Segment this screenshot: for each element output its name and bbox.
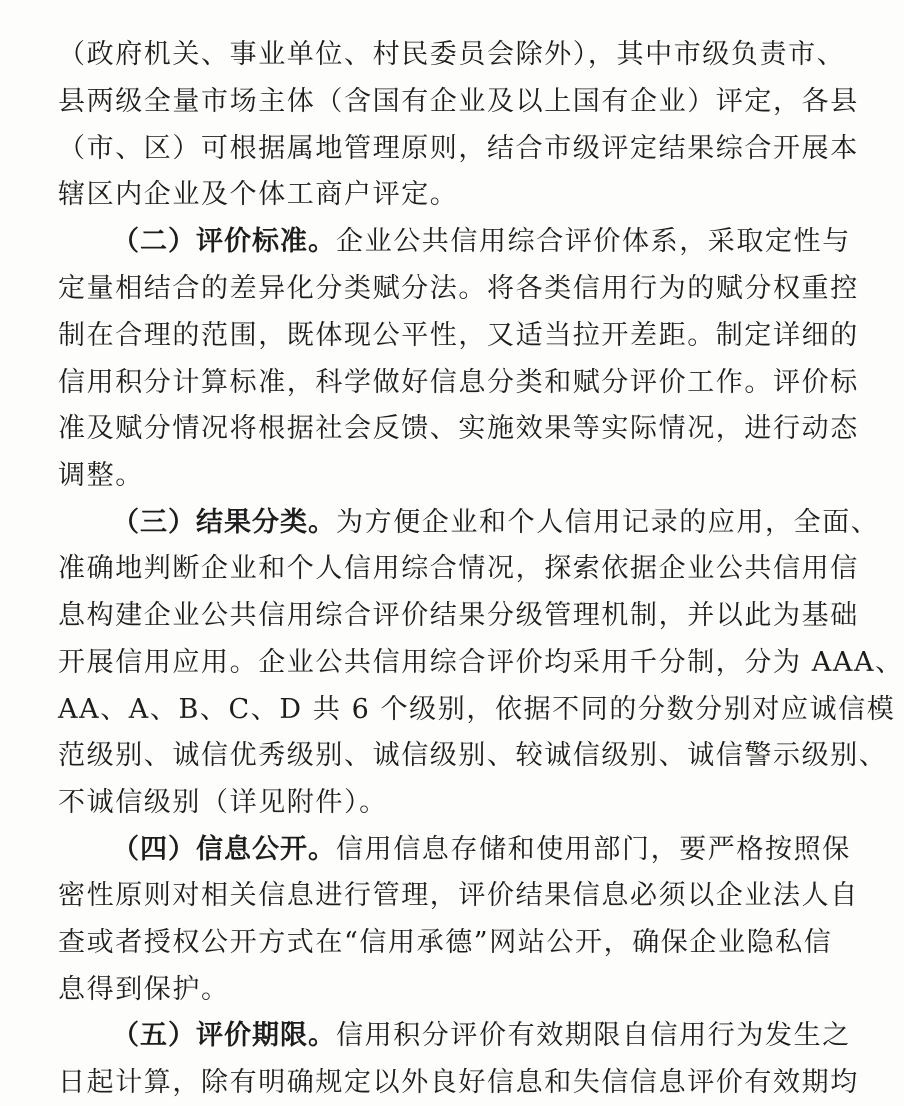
paragraph-line: [58, 780, 752, 826]
paragraph-line: [58, 546, 859, 592]
line-text: 为方便企业和个人信用记录的应用，全面、: [336, 507, 880, 538]
line-text: 日起计算，除有明确规定以外良好信息和失信信息评价有效期均: [58, 1067, 859, 1098]
line-text: AA、A、B、C、D 共 6 个级别，依据不同的分数分别对应诚信模: [58, 694, 896, 725]
line-text: 信用积分计算标准，科学做好信息分类和赋分评价工作。评价标: [58, 367, 859, 398]
paragraph-line: [58, 453, 752, 499]
line-text: 开展信用应用。企业公共信用综合评价均采用千分制，分为 AAA、: [58, 647, 904, 678]
paragraph-line: [58, 967, 752, 1013]
line-text: 息构建企业公共信用综合评价结果分级管理机制，并以此为基础: [58, 600, 859, 631]
section-heading: （四）信息公开。: [112, 834, 336, 865]
line-text: 调整。: [58, 460, 144, 491]
line-text: 准及赋分情况将根据社会反馈、实施效果等实际情况，进行动态: [58, 413, 859, 444]
paragraph-line: [58, 640, 904, 686]
section-heading-line: [112, 1013, 851, 1059]
line-text: 制在合理的范围，既体现公平性，又适当拉开差距。制定详细的: [58, 320, 859, 351]
line-text: 密性原则对相关信息进行管理，评价结果信息必须以企业法人自: [58, 880, 859, 911]
line-text: 范级别、诚信优秀级别、诚信级别、较诚信级别、诚信警示级别、: [58, 740, 888, 771]
paragraph-line: [58, 266, 859, 312]
paragraph-line: [58, 873, 859, 919]
line-text: 县两级全量市场主体（含国有企业及以上国有企业）评定，各县: [58, 86, 859, 117]
paragraph-line: [58, 79, 859, 125]
section-heading-line: [112, 219, 851, 265]
paragraph-line: [58, 32, 846, 78]
paragraph-line: [58, 733, 888, 779]
section-heading: （三）结果分类。: [112, 507, 336, 538]
section-heading-line: [112, 827, 851, 873]
line-text: 查或者授权公开方式在“信用承德”网站公开，确保企业隐私信: [58, 927, 833, 958]
paragraph-line: [58, 126, 859, 172]
section-heading: （二）评价标准。: [112, 226, 336, 257]
paragraph-line: [58, 360, 859, 406]
section-heading-line: [112, 500, 880, 546]
line-text: （政府机关、事业单位、村民委员会除外），其中市级负责市、: [58, 39, 846, 70]
paragraph-line: [58, 406, 859, 452]
paragraph-line: [58, 687, 896, 733]
line-text: 企业公共信用综合评价体系，采取定性与: [336, 226, 851, 257]
line-text: 定量相结合的差异化分类赋分法。将各类信用行为的赋分权重控: [58, 273, 859, 304]
paragraph-line: [58, 172, 752, 218]
line-text: 信用信息存储和使用部门，要严格按照保: [336, 834, 851, 865]
line-text: 信用积分评价有效期限自信用行为发生之: [336, 1020, 851, 1051]
line-text: 不诚信级别（详见附件）。: [58, 787, 388, 818]
line-text: 准确地判断企业和个人信用综合情况，探索依据企业公共信用信: [58, 553, 859, 584]
paragraph-line: [58, 593, 859, 639]
section-heading: （五）评价期限。: [112, 1020, 336, 1051]
paragraph-line: [58, 313, 859, 359]
line-text: （市、区）可根据属地管理原则，结合市级评定结果综合开展本: [58, 133, 859, 164]
paragraph-line: [58, 920, 833, 966]
line-text: 息得到保护。: [58, 974, 230, 1005]
paragraph-line: [58, 1060, 859, 1106]
line-text: 辖区内企业及个体工商户评定。: [58, 179, 459, 210]
